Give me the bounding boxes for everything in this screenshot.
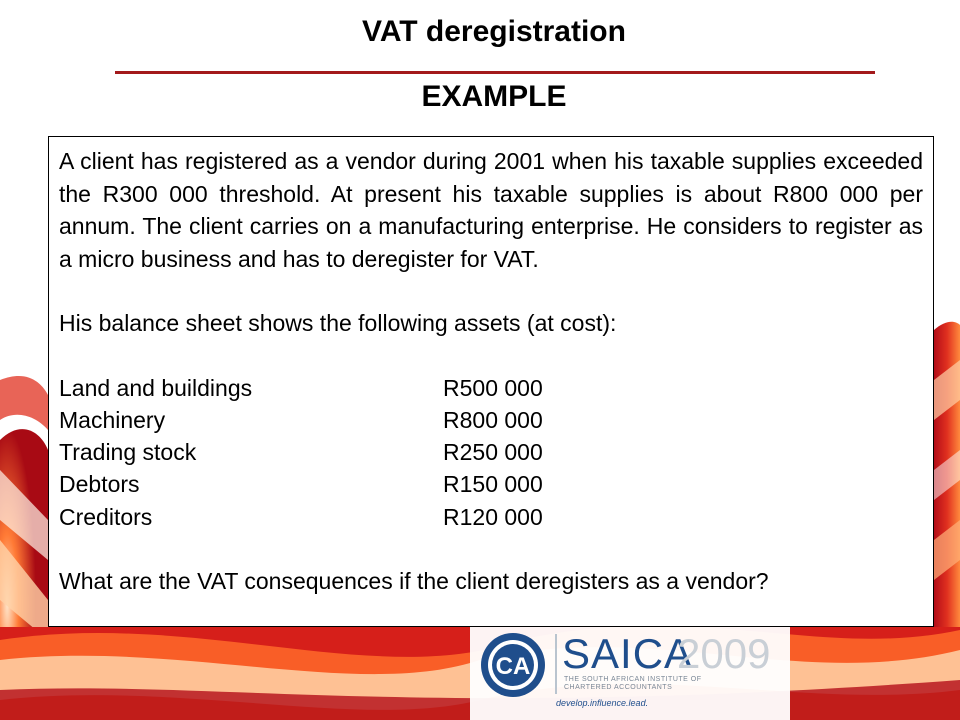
asset-name: Creditors	[59, 503, 153, 530]
example-content-box	[48, 136, 934, 627]
saica-logo	[478, 630, 778, 710]
asset-name: Machinery	[59, 406, 166, 433]
slide-title: VAT deregistration	[362, 15, 626, 48]
slide-subtitle: EXAMPLE	[421, 80, 567, 113]
spacer	[59, 275, 923, 307]
logo-year: 2009	[677, 630, 771, 677]
asset-row	[59, 468, 923, 500]
example-question: What are the VAT consequences if the client deregisters as a vendor?	[59, 567, 769, 594]
asset-row	[59, 436, 923, 468]
ca-emblem-icon	[478, 630, 548, 700]
asset-value: R120 000	[443, 503, 543, 530]
spacer	[59, 340, 923, 372]
asset-name: Land and buildings	[59, 374, 253, 401]
logo-tagline: develop.influence.lead.	[556, 698, 649, 708]
asset-value: R150 000	[443, 471, 543, 498]
logo-name: SAICA	[562, 630, 694, 677]
spacer	[59, 533, 923, 565]
asset-value: R250 000	[443, 439, 543, 466]
logo-institute-name: THE SOUTH AFRICAN INSTITUTE OF CHARTERED ACCOUNTANTS	[564, 676, 702, 691]
title-divider	[115, 71, 875, 74]
balance-sheet-intro: His balance sheet shows the following assets (at cost):	[59, 310, 617, 336]
asset-name: Trading stock	[59, 439, 197, 466]
asset-value: R500 000	[443, 374, 543, 401]
asset-row	[59, 501, 923, 533]
asset-row	[59, 372, 923, 404]
example-intro-paragraph: A client has registered as a vendor during 2001 when his taxable supplies exceeded the R300 000 threshold. At present his taxable supplies is about R800 000 per annum. The client carries on a manufacturing enterprise. He considers to register as a micro business and has to deregister for VAT.	[59, 148, 923, 272]
asset-value: R800 000	[443, 406, 543, 433]
asset-name: Debtors	[59, 471, 140, 498]
asset-row	[59, 404, 923, 436]
ca-emblem-text: CA	[495, 653, 531, 680]
logo-divider	[555, 634, 557, 694]
